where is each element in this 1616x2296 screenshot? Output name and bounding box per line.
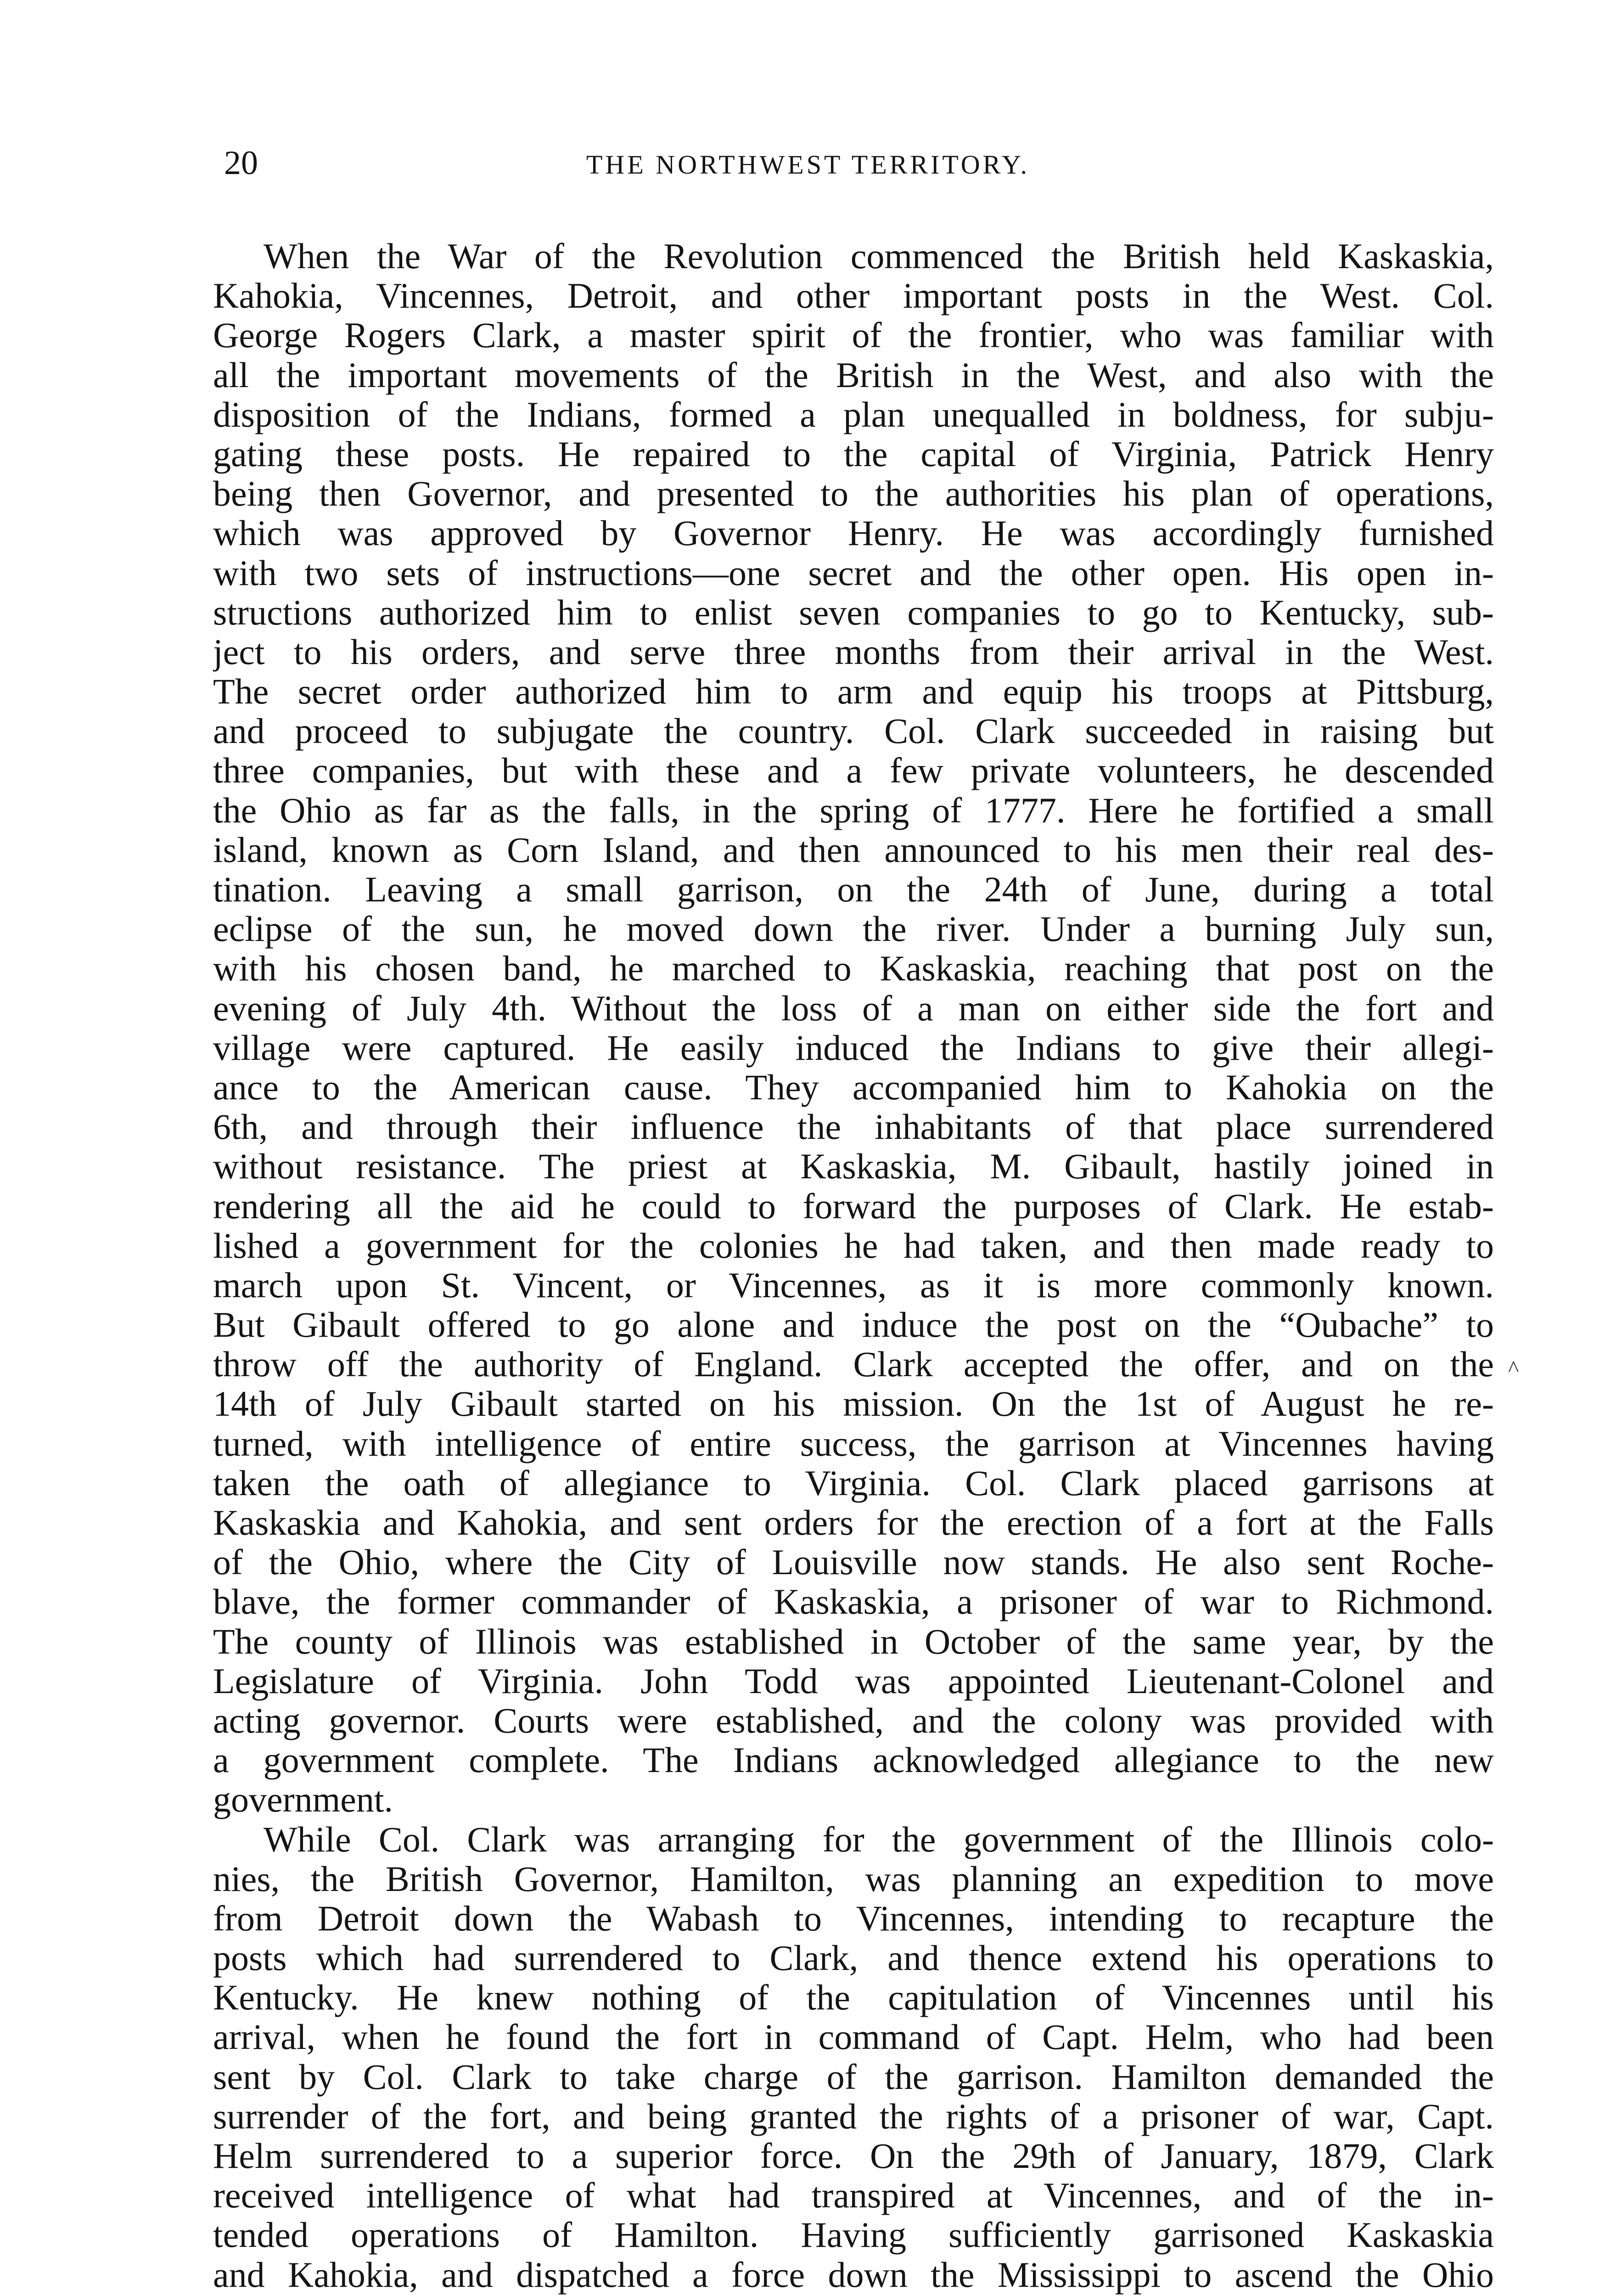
text-line: from Detroit down the Wabash to Vincennes, intending to recapture the bbox=[213, 1898, 1494, 1938]
text-line: lished a government for the colonies he had taken, and then made ready to bbox=[213, 1226, 1494, 1266]
text-line: When the War of the Revolution commenced the British held Kaskaskia, bbox=[264, 236, 1494, 276]
text-line: and Kahokia, and dispatched a force down the Mississippi to ascend the Ohio bbox=[213, 2255, 1494, 2295]
text-line: evening of July 4th. Without the loss of a man on either side the fort and bbox=[213, 988, 1494, 1028]
text-line: Kaskaskia and Kahokia, and sent orders for the erection of a fort at the Falls bbox=[213, 1503, 1494, 1542]
text-line: structions authorized him to enlist seven companies to go to Kentucky, sub- bbox=[213, 592, 1494, 632]
text-line: While Col. Clark was arranging for the government of the Illinois colo- bbox=[264, 1819, 1494, 1859]
text-line: turned, with intelligence of entire success, the garrison at Vincennes having bbox=[213, 1424, 1494, 1463]
text-line: The county of Illinois was established in October of the same year, by the bbox=[213, 1621, 1494, 1661]
body-text bbox=[213, 236, 1494, 2295]
text-line: with his chosen band, he marched to Kaskaskia, reaching that post on the bbox=[213, 949, 1494, 989]
text-line: three companies, but with these and a few private volunteers, he descended bbox=[213, 751, 1494, 791]
text-line: posts which had surrendered to Clark, and thence extend his operations to bbox=[213, 1938, 1494, 1978]
text-line: George Rogers Clark, a master spirit of the frontier, who was familiar with bbox=[213, 315, 1494, 355]
text-line: nies, the British Governor, Hamilton, was planning an expedition to move bbox=[213, 1859, 1494, 1899]
text-line: throw off the authority of England. Clark accepted the offer, and on the bbox=[213, 1345, 1494, 1384]
text-line: ject to his orders, and serve three months from their arrival in the West. bbox=[213, 632, 1494, 672]
text-line: without resistance. The priest at Kaskaskia, M. Gibault, hastily joined in bbox=[213, 1147, 1494, 1187]
page-number: 20 bbox=[224, 144, 258, 182]
text-line: Kentucky. He knew nothing of the capitulation of Vincennes until his bbox=[213, 1978, 1494, 2018]
text-line: gating these posts. He repaired to the capital of Virginia, Patrick Henry bbox=[213, 434, 1494, 474]
text-line: acting governor. Courts were established, and the colony was provided with bbox=[213, 1700, 1494, 1740]
text-line: But Gibault offered to go alone and induce the post on the “Oubache” to bbox=[213, 1305, 1494, 1345]
text-line: tination. Leaving a small garrison, on the 24th of June, during a total bbox=[213, 870, 1494, 909]
text-line: rendering all the aid he could to forward the purposes of Clark. He estab- bbox=[213, 1186, 1494, 1226]
text-line: government. bbox=[213, 1780, 393, 1820]
text-line: disposition of the Indians, formed a plan unequalled in boldness, for subju- bbox=[213, 394, 1494, 434]
text-line: eclipse of the sun, he moved down the river. Under a burning July sun, bbox=[213, 909, 1494, 949]
text-line: Helm surrendered to a superior force. On the 29th of January, 1879, Clark bbox=[213, 2136, 1494, 2176]
text-line: 14th of July Gibault started on his mission. On the 1st of August he re- bbox=[213, 1384, 1494, 1424]
text-line: all the important movements of the British in the West, and also with the bbox=[213, 355, 1494, 395]
text-line: Kahokia, Vincennes, Detroit, and other important posts in the West. Col. bbox=[213, 276, 1494, 316]
text-line: The secret order authorized him to arm and equip his troops at Pittsburg, bbox=[213, 672, 1494, 712]
text-line: village were captured. He easily induced the Indians to give their allegi- bbox=[213, 1028, 1494, 1068]
text-line: received intelligence of what had transpired at Vincennes, and of the in- bbox=[213, 2176, 1494, 2216]
text-line: being then Governor, and presented to the authorities his plan of operations, bbox=[213, 474, 1494, 514]
text-line: taken the oath of allegiance to Virginia. Col. Clark placed garrisons at bbox=[213, 1463, 1494, 1503]
text-line: which was approved by Governor Henry. He was accordingly furnished bbox=[213, 513, 1494, 553]
text-line: island, known as Corn Island, and then announced to his men their real des- bbox=[213, 830, 1494, 870]
text-line: 6th, and through their influence the inhabitants of that place surrendered bbox=[213, 1107, 1494, 1147]
text-line: surrender of the fort, and being granted the rights of a prisoner of war, Capt. bbox=[213, 2096, 1494, 2136]
text-line: arrival, when he found the fort in command of Capt. Helm, who had been bbox=[213, 2017, 1494, 2057]
text-line: with two sets of instructions—one secret and the other open. His open in- bbox=[213, 553, 1494, 593]
text-line: sent by Col. Clark to take charge of the garrison. Hamilton demanded the bbox=[213, 2057, 1494, 2097]
text-line: ance to the American cause. They accompanied him to Kahokia on the bbox=[213, 1067, 1494, 1107]
text-line: blave, the former commander of Kaskaskia, a prisoner of war to Richmond. bbox=[213, 1582, 1494, 1622]
margin-mark: ^ bbox=[1508, 1356, 1519, 1381]
text-line: a government complete. The Indians acknowledged allegiance to the new bbox=[213, 1740, 1494, 1780]
running-head: THE NORTHWEST TERRITORY. bbox=[586, 150, 1030, 180]
text-line: and proceed to subjugate the country. Col. Clark succeeded in raising but bbox=[213, 711, 1494, 751]
text-line: Legislature of Virginia. John Todd was appointed Lieutenant-Colonel and bbox=[213, 1661, 1494, 1701]
text-line: march upon St. Vincent, or Vincennes, as it is more commonly known. bbox=[213, 1265, 1494, 1305]
text-line: tended operations of Hamilton. Having sufficiently garrisoned Kaskaskia bbox=[213, 2215, 1494, 2255]
text-line: the Ohio as far as the falls, in the spring of 1777. Here he fortified a small bbox=[213, 790, 1494, 830]
text-line: of the Ohio, where the City of Louisville now stands. He also sent Roche- bbox=[213, 1542, 1494, 1582]
